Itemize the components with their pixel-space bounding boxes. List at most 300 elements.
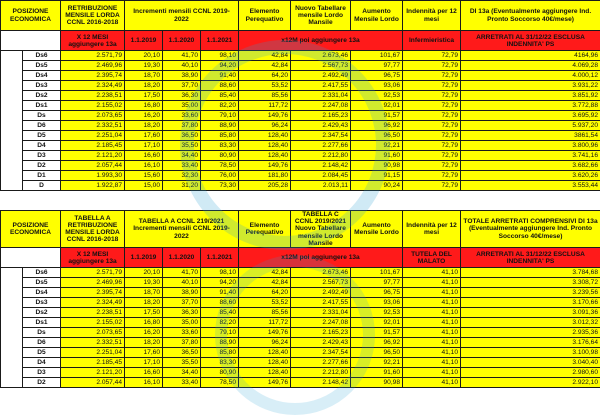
arretrati-cell: 4.000,12 — [461, 71, 600, 81]
arretrati-cell: 3.091,36 — [461, 308, 600, 318]
incr-2021-cell: 85,80 — [201, 348, 239, 358]
table-row — [1, 318, 600, 328]
tabellare-cell: 2.673,46 — [291, 268, 351, 278]
header-retribuzione — [61, 211, 125, 248]
retribuzione-cell: 2.185,45 — [61, 141, 125, 151]
retribuzione-cell: 2.073,65 — [61, 328, 125, 338]
incr-2020-cell: 36,50 — [163, 131, 201, 141]
perequativo-cell: 181,80 — [239, 171, 291, 181]
infermieri-rows — [1, 51, 600, 191]
header-incrementi — [125, 211, 239, 248]
tabellare-cell: 2.148,42 — [291, 161, 351, 171]
subheader-date-2020: 1.1.2020 — [163, 248, 201, 268]
incr-2021-cell: 78,50 — [201, 378, 239, 388]
subheader-date-2019: 1.1.2019 — [125, 248, 163, 268]
table-row — [1, 268, 600, 278]
table-row — [1, 308, 600, 318]
aumento-cell: 96,92 — [351, 338, 403, 348]
incr-2019-cell: 17,50 — [125, 91, 163, 101]
incr-2019-cell: 16,20 — [125, 111, 163, 121]
level-cell: D6 — [23, 338, 61, 348]
retribuzione-cell: 2.057,44 — [61, 378, 125, 388]
indennita-cell: 72,79 — [403, 111, 461, 121]
perequativo-cell: 42,84 — [239, 278, 291, 288]
incr-2021-cell: 98,10 — [201, 268, 239, 278]
aumento-cell: 96,50 — [351, 131, 403, 141]
indennita-cell: 72,79 — [403, 101, 461, 111]
incr-2019-cell: 16,10 — [125, 161, 163, 171]
indennita-cell: 41,10 — [403, 308, 461, 318]
perequativo-cell: 64,20 — [239, 71, 291, 81]
table-row — [1, 61, 600, 71]
incr-2019-cell: 17,60 — [125, 131, 163, 141]
perequativo-cell: 128,40 — [239, 358, 291, 368]
professioni-sanitarie-table — [0, 210, 600, 388]
perequativo-cell: 149,76 — [239, 378, 291, 388]
incr-2019-cell: 17,10 — [125, 141, 163, 151]
level-cell: D5 — [23, 131, 61, 141]
subheader-blank — [1, 31, 61, 51]
incr-2019-cell: 18,20 — [125, 298, 163, 308]
indennita-cell: 41,10 — [403, 278, 461, 288]
section-label-cell — [1, 51, 23, 191]
level-cell: D4 — [23, 141, 61, 151]
incr-2021-cell: 82,20 — [201, 318, 239, 328]
header-tabella-a: TABELLA A — [74, 215, 110, 222]
indennita-cell: 72,79 — [403, 121, 461, 131]
indennita-cell: 72,79 — [403, 161, 461, 171]
header-arretrati: DI 13a (Eventualmente aggiungere Ind. Pronto Soccorso 40€/mese) — [461, 1, 600, 31]
arretrati-cell: 2.935,36 — [461, 328, 600, 338]
aumento-cell: 91,57 — [351, 111, 403, 121]
arretrati-cell: 3.851,92 — [461, 91, 600, 101]
arretrati-cell: 2.922,10 — [461, 378, 600, 388]
subheader-tag: Infermieristica — [403, 31, 461, 51]
perequativo-cell: 128,40 — [239, 368, 291, 378]
table-row — [1, 121, 600, 131]
perequativo-cell: 85,56 — [239, 91, 291, 101]
level-cell: Ds6 — [23, 51, 61, 61]
incr-2021-cell: 91,40 — [201, 288, 239, 298]
incr-2021-cell: 88,90 — [201, 121, 239, 131]
incr-2019-cell: 16,10 — [125, 378, 163, 388]
incr-2020-cell: 37,80 — [163, 338, 201, 348]
incr-2020-cell: 37,80 — [163, 121, 201, 131]
incr-2019-cell: 17,60 — [125, 348, 163, 358]
retribuzione-cell: 2.395,74 — [61, 71, 125, 81]
incr-2021-cell: 82,20 — [201, 101, 239, 111]
level-cell: D3 — [23, 151, 61, 161]
retribuzione-cell: 2.251,04 — [61, 348, 125, 358]
level-cell: Ds2 — [23, 91, 61, 101]
aumento-cell: 90,98 — [351, 161, 403, 171]
level-cell: D1 — [23, 171, 61, 181]
tabellare-cell: 2.492,49 — [291, 71, 351, 81]
retribuzione-cell: 2.121,20 — [61, 368, 125, 378]
professioni-rows — [1, 268, 600, 388]
perequativo-cell: 64,20 — [239, 288, 291, 298]
incr-2021-cell: 85,40 — [201, 308, 239, 318]
incr-2020-cell: 38,90 — [163, 71, 201, 81]
incr-2019-cell: 17,50 — [125, 308, 163, 318]
tabellare-cell: 2.084,45 — [291, 171, 351, 181]
incr-2021-cell: 88,90 — [201, 338, 239, 348]
incr-2020-cell: 35,00 — [163, 318, 201, 328]
subheader-date-2020: 1.1.2020 — [163, 31, 201, 51]
arretrati-cell: 3.553,44 — [461, 181, 600, 191]
retribuzione-cell: 2.395,74 — [61, 288, 125, 298]
table-row — [1, 298, 600, 308]
incr-2019-cell: 20,10 — [125, 268, 163, 278]
incr-2021-cell: 83,30 — [201, 141, 239, 151]
table-row — [1, 51, 600, 61]
tabellare-cell: 2.331,04 — [291, 308, 351, 318]
tabellare-cell: 2.165,23 — [291, 111, 351, 121]
perequativo-cell: 85,56 — [239, 308, 291, 318]
arretrati-cell: 3.040,40 — [461, 358, 600, 368]
tabellare-cell: 2.417,55 — [291, 298, 351, 308]
arretrati-cell: 5.937,20 — [461, 121, 600, 131]
table-gap — [0, 202, 600, 210]
tabellare-cell: 2.673,46 — [291, 51, 351, 61]
level-cell: D3 — [23, 368, 61, 378]
table-row — [1, 358, 600, 368]
aumento-cell: 97,77 — [351, 61, 403, 71]
retribuzione-cell: 2.469,96 — [61, 61, 125, 71]
header-posizione: POSIZIONE ECONOMICA — [1, 211, 61, 248]
perequativo-cell: 128,40 — [239, 141, 291, 151]
indennita-cell: 72,79 — [403, 171, 461, 181]
retribuzione-cell: 2.332,51 — [61, 338, 125, 348]
level-cell: Ds — [23, 328, 61, 338]
incr-2020-cell: 35,00 — [163, 101, 201, 111]
tabellare-cell: 2.331,04 — [291, 91, 351, 101]
header-indennita: Indennità per 12 mesi — [403, 211, 461, 248]
level-cell: Ds3 — [23, 298, 61, 308]
retribuzione-cell: 2.155,02 — [61, 318, 125, 328]
perequativo-cell: 149,76 — [239, 111, 291, 121]
retribuzione-cell: 2.185,45 — [61, 358, 125, 368]
tabellare-cell: 2.429,43 — [291, 121, 351, 131]
incr-2019-cell: 16,60 — [125, 368, 163, 378]
header-tabella-b: TABELLA A CCNL 219/2021 — [139, 218, 225, 225]
incr-2019-cell: 15,00 — [125, 181, 163, 191]
table-row — [1, 91, 600, 101]
tabellare-cell: 2.567,73 — [291, 278, 351, 288]
incr-2019-cell: 18,20 — [125, 121, 163, 131]
table-row — [1, 141, 600, 151]
aumento-cell: 96,75 — [351, 71, 403, 81]
header-retribuzione: RETRIBUZIONE MENSILE LORDA CCNL 2016-2018 — [61, 1, 125, 31]
indennita-cell: 41,10 — [403, 338, 461, 348]
arretrati-cell: 3.012,32 — [461, 318, 600, 328]
perequativo-cell: 128,40 — [239, 131, 291, 141]
incr-2020-cell: 36,30 — [163, 91, 201, 101]
indennita-cell: 41,10 — [403, 328, 461, 338]
incr-2020-cell: 40,10 — [163, 278, 201, 288]
incr-2019-cell: 18,70 — [125, 288, 163, 298]
indennita-cell: 72,79 — [403, 61, 461, 71]
perequativo-cell: 42,84 — [239, 61, 291, 71]
arretrati-cell: 3.170,66 — [461, 298, 600, 308]
arretrati-cell: 3.772,88 — [461, 101, 600, 111]
header-tabella-c: TABELLA C CCNL 2019/2021 — [295, 211, 346, 225]
indennita-cell: 41,10 — [403, 318, 461, 328]
arretrati-cell: 3.239,56 — [461, 288, 600, 298]
tabellare-cell: 2.417,55 — [291, 81, 351, 91]
incr-2019-cell: 18,20 — [125, 338, 163, 348]
tabellare-cell: 2.567,73 — [291, 61, 351, 71]
indennita-cell: 41,10 — [403, 298, 461, 308]
header-aumento: Aumento Mensile Lordo — [351, 211, 403, 248]
incr-2021-cell: 98,10 — [201, 51, 239, 61]
indennita-cell: 72,79 — [403, 181, 461, 191]
indennita-cell: 41,10 — [403, 268, 461, 278]
header-indennita: Indennità per 12 mesi — [403, 1, 461, 31]
incr-2021-cell: 94,20 — [201, 278, 239, 288]
header-totale: TOTALE ARRETRATI COMPRENSIVI DI 13a (Eventualmente aggiungere Ind. Pronto Soccorso 40€/mese) — [461, 211, 600, 248]
incr-2020-cell: 32,30 — [163, 171, 201, 181]
incr-2021-cell: 80,90 — [201, 151, 239, 161]
incr-2021-cell: 79,10 — [201, 328, 239, 338]
aumento-cell: 101,67 — [351, 51, 403, 61]
aumento-cell: 93,06 — [351, 298, 403, 308]
subheader-x12m: x12M poi aggiungere 13a — [239, 31, 403, 51]
arretrati-cell: 4.069,28 — [461, 61, 600, 71]
level-cell: Ds2 — [23, 308, 61, 318]
incr-2020-cell: 37,70 — [163, 81, 201, 91]
perequativo-cell: 149,76 — [239, 161, 291, 171]
incr-2019-cell: 15,60 — [125, 171, 163, 181]
table-row — [1, 378, 600, 388]
aumento-cell: 90,98 — [351, 378, 403, 388]
aumento-cell: 91,60 — [351, 368, 403, 378]
header-retribuzione-text: RETRIBUZIONE MENSILE LORDA CCNL 2016-2018 — [65, 222, 120, 243]
perequativo-cell: 42,84 — [239, 268, 291, 278]
table-row — [1, 171, 600, 181]
perequativo-cell: 96,24 — [239, 338, 291, 348]
tabellare-cell: 2.277,66 — [291, 358, 351, 368]
arretrati-cell: 3.931,22 — [461, 81, 600, 91]
subheader-date-2021: 1.1.2021 — [201, 248, 239, 268]
header-perequativo: Elemento Perequativo — [239, 1, 291, 31]
level-cell: Ds3 — [23, 81, 61, 91]
table-row — [1, 101, 600, 111]
incr-2020-cell: 33,40 — [163, 378, 201, 388]
incr-2019-cell: 18,20 — [125, 81, 163, 91]
infermieri-table — [0, 0, 600, 191]
subheader-x12m: x12M poi aggiungere 13a — [239, 248, 403, 268]
subheader-tag: TUTELA DEL MALATO — [403, 248, 461, 268]
aumento-cell: 96,50 — [351, 348, 403, 358]
tabellare-cell: 2.212,80 — [291, 368, 351, 378]
retribuzione-cell: 2.121,20 — [61, 151, 125, 161]
tabellare-cell: 2.429,43 — [291, 338, 351, 348]
aumento-cell: 92,53 — [351, 308, 403, 318]
level-cell: D4 — [23, 358, 61, 368]
retribuzione-cell: 2.469,96 — [61, 278, 125, 288]
retribuzione-cell: 2.571,79 — [61, 268, 125, 278]
retribuzione-cell: 2.571,79 — [61, 51, 125, 61]
incr-2021-cell: 91,40 — [201, 71, 239, 81]
subheader-arretrati: ARRETRATI AL 31/12/22 ESCLUSA INDENNITA' PS — [461, 31, 600, 51]
tabellare-cell: 2.347,54 — [291, 131, 351, 141]
table-row — [1, 71, 600, 81]
retribuzione-cell: 1.993,30 — [61, 171, 125, 181]
aumento-cell: 96,92 — [351, 121, 403, 131]
tabellare-cell: 2.165,23 — [291, 328, 351, 338]
table-row — [1, 81, 600, 91]
header-tabellare-text: Nuovo Tabellare mensile Lordo Mansile — [295, 225, 346, 246]
header-posizione: POSIZIONE ECONOMICA — [1, 1, 61, 31]
level-cell: D2 — [23, 161, 61, 171]
arretrati-cell: 3861,54 — [461, 131, 600, 141]
incr-2019-cell: 20,10 — [125, 51, 163, 61]
incr-2021-cell: 80,90 — [201, 368, 239, 378]
level-cell: D5 — [23, 348, 61, 358]
retribuzione-cell: 2.155,02 — [61, 101, 125, 111]
incr-2020-cell: 31,20 — [163, 181, 201, 191]
level-cell: Ds — [23, 111, 61, 121]
table-row — [1, 338, 600, 348]
perequativo-cell: 117,72 — [239, 318, 291, 328]
aumento-cell: 92,21 — [351, 358, 403, 368]
table-row — [1, 328, 600, 338]
incr-2019-cell: 16,80 — [125, 318, 163, 328]
incr-2021-cell: 78,50 — [201, 161, 239, 171]
aumento-cell: 96,75 — [351, 288, 403, 298]
retribuzione-cell: 2.324,49 — [61, 298, 125, 308]
incr-2019-cell: 19,30 — [125, 278, 163, 288]
incr-2020-cell: 34,40 — [163, 151, 201, 161]
perequativo-cell: 96,24 — [239, 121, 291, 131]
incr-2019-cell: 19,30 — [125, 61, 163, 71]
indennita-cell: 72,79 — [403, 141, 461, 151]
aumento-cell: 92,01 — [351, 101, 403, 111]
perequativo-cell: 149,76 — [239, 328, 291, 338]
indennita-cell: 72,79 — [403, 81, 461, 91]
incr-2021-cell: 79,10 — [201, 111, 239, 121]
incr-2019-cell: 16,80 — [125, 101, 163, 111]
tabellare-cell: 2.347,54 — [291, 348, 351, 358]
table-row — [1, 181, 600, 191]
incr-2019-cell: 17,10 — [125, 358, 163, 368]
incr-2020-cell: 36,50 — [163, 348, 201, 358]
table-row — [1, 161, 600, 171]
arretrati-cell: 4164,96 — [461, 51, 600, 61]
level-cell: D6 — [23, 121, 61, 131]
retribuzione-cell: 2.238,51 — [61, 308, 125, 318]
retribuzione-cell: 2.332,51 — [61, 121, 125, 131]
incr-2021-cell: 85,80 — [201, 131, 239, 141]
level-cell: Ds1 — [23, 318, 61, 328]
retribuzione-cell: 2.073,65 — [61, 111, 125, 121]
aumento-cell: 93,06 — [351, 81, 403, 91]
arretrati-cell: 3.176,64 — [461, 338, 600, 348]
indennita-cell: 72,79 — [403, 151, 461, 161]
tabellare-cell: 2.212,80 — [291, 151, 351, 161]
incr-2021-cell: 88,60 — [201, 81, 239, 91]
arretrati-cell: 3.100,98 — [461, 348, 600, 358]
section-label-cell — [1, 268, 23, 388]
incr-2020-cell: 37,70 — [163, 298, 201, 308]
tabellare-cell: 2.492,49 — [291, 288, 351, 298]
incr-2019-cell: 16,60 — [125, 151, 163, 161]
incr-2021-cell: 76,00 — [201, 171, 239, 181]
table-row — [1, 131, 600, 141]
incr-2021-cell: 94,20 — [201, 61, 239, 71]
incr-2020-cell: 33,60 — [163, 328, 201, 338]
incr-2019-cell: 16,20 — [125, 328, 163, 338]
incr-2020-cell: 36,30 — [163, 308, 201, 318]
header-tabellare: Nuovo Tabellare mensile Lordo Mansile — [291, 1, 351, 31]
level-cell: Ds5 — [23, 278, 61, 288]
aumento-cell: 91,60 — [351, 151, 403, 161]
subheader-date-2021: 1.1.2021 — [201, 31, 239, 51]
tabellare-cell: 2.247,08 — [291, 101, 351, 111]
table-row — [1, 278, 600, 288]
indennita-cell: 72,79 — [403, 131, 461, 141]
tabellare-cell: 2.013,11 — [291, 181, 351, 191]
indennita-cell: 72,79 — [403, 71, 461, 81]
table-row — [1, 348, 600, 358]
aumento-cell: 91,57 — [351, 328, 403, 338]
header-incrementi-text: Incrementi mensili CCNL 2019-2022 — [133, 225, 230, 239]
aumento-cell: 90,24 — [351, 181, 403, 191]
level-cell: D — [23, 181, 61, 191]
subheader-x12: X 12 MESI aggiungere 13a — [61, 248, 125, 268]
level-cell: Ds5 — [23, 61, 61, 71]
arretrati-cell: 3.741,16 — [461, 151, 600, 161]
aumento-cell: 92,53 — [351, 91, 403, 101]
retribuzione-cell: 1.922,87 — [61, 181, 125, 191]
level-cell: Ds4 — [23, 288, 61, 298]
table-row — [1, 368, 600, 378]
header-perequativo: Elemento Perequativo — [239, 211, 291, 248]
indennita-cell: 72,79 — [403, 91, 461, 101]
aumento-cell: 92,21 — [351, 141, 403, 151]
perequativo-cell: 53,52 — [239, 81, 291, 91]
incr-2020-cell: 35,50 — [163, 141, 201, 151]
incr-2020-cell: 41,70 — [163, 51, 201, 61]
header-incrementi: Incrementi mensili CCNL 2019-2022 — [125, 1, 239, 31]
tabellare-cell: 2.277,66 — [291, 141, 351, 151]
incr-2019-cell: 18,70 — [125, 71, 163, 81]
retribuzione-cell: 2.057,44 — [61, 161, 125, 171]
level-cell: D2 — [23, 378, 61, 388]
header-tabellare — [291, 211, 351, 248]
perequativo-cell: 205,28 — [239, 181, 291, 191]
perequativo-cell: 117,72 — [239, 101, 291, 111]
incr-2020-cell: 38,90 — [163, 288, 201, 298]
perequativo-cell: 42,84 — [239, 51, 291, 61]
level-cell: Ds6 — [23, 268, 61, 278]
subheader-x12: X 12 MESI aggiungere 13a — [61, 31, 125, 51]
table-row — [1, 288, 600, 298]
incr-2020-cell: 34,40 — [163, 368, 201, 378]
incr-2020-cell: 33,60 — [163, 111, 201, 121]
perequativo-cell: 128,40 — [239, 151, 291, 161]
header-aumento: Aumento Mensile Lordo — [351, 1, 403, 31]
table-row — [1, 111, 600, 121]
table-row — [1, 151, 600, 161]
subheader-arretrati: ARRETRATI AL 31/12/22 ESCLUSA INDENNITA' PS — [461, 248, 600, 268]
arretrati-cell: 3.682,66 — [461, 161, 600, 171]
incr-2021-cell: 83,30 — [201, 358, 239, 368]
subheader-date-2019: 1.1.2019 — [125, 31, 163, 51]
arretrati-cell: 3.695,92 — [461, 111, 600, 121]
arretrati-cell: 3.784,68 — [461, 268, 600, 278]
